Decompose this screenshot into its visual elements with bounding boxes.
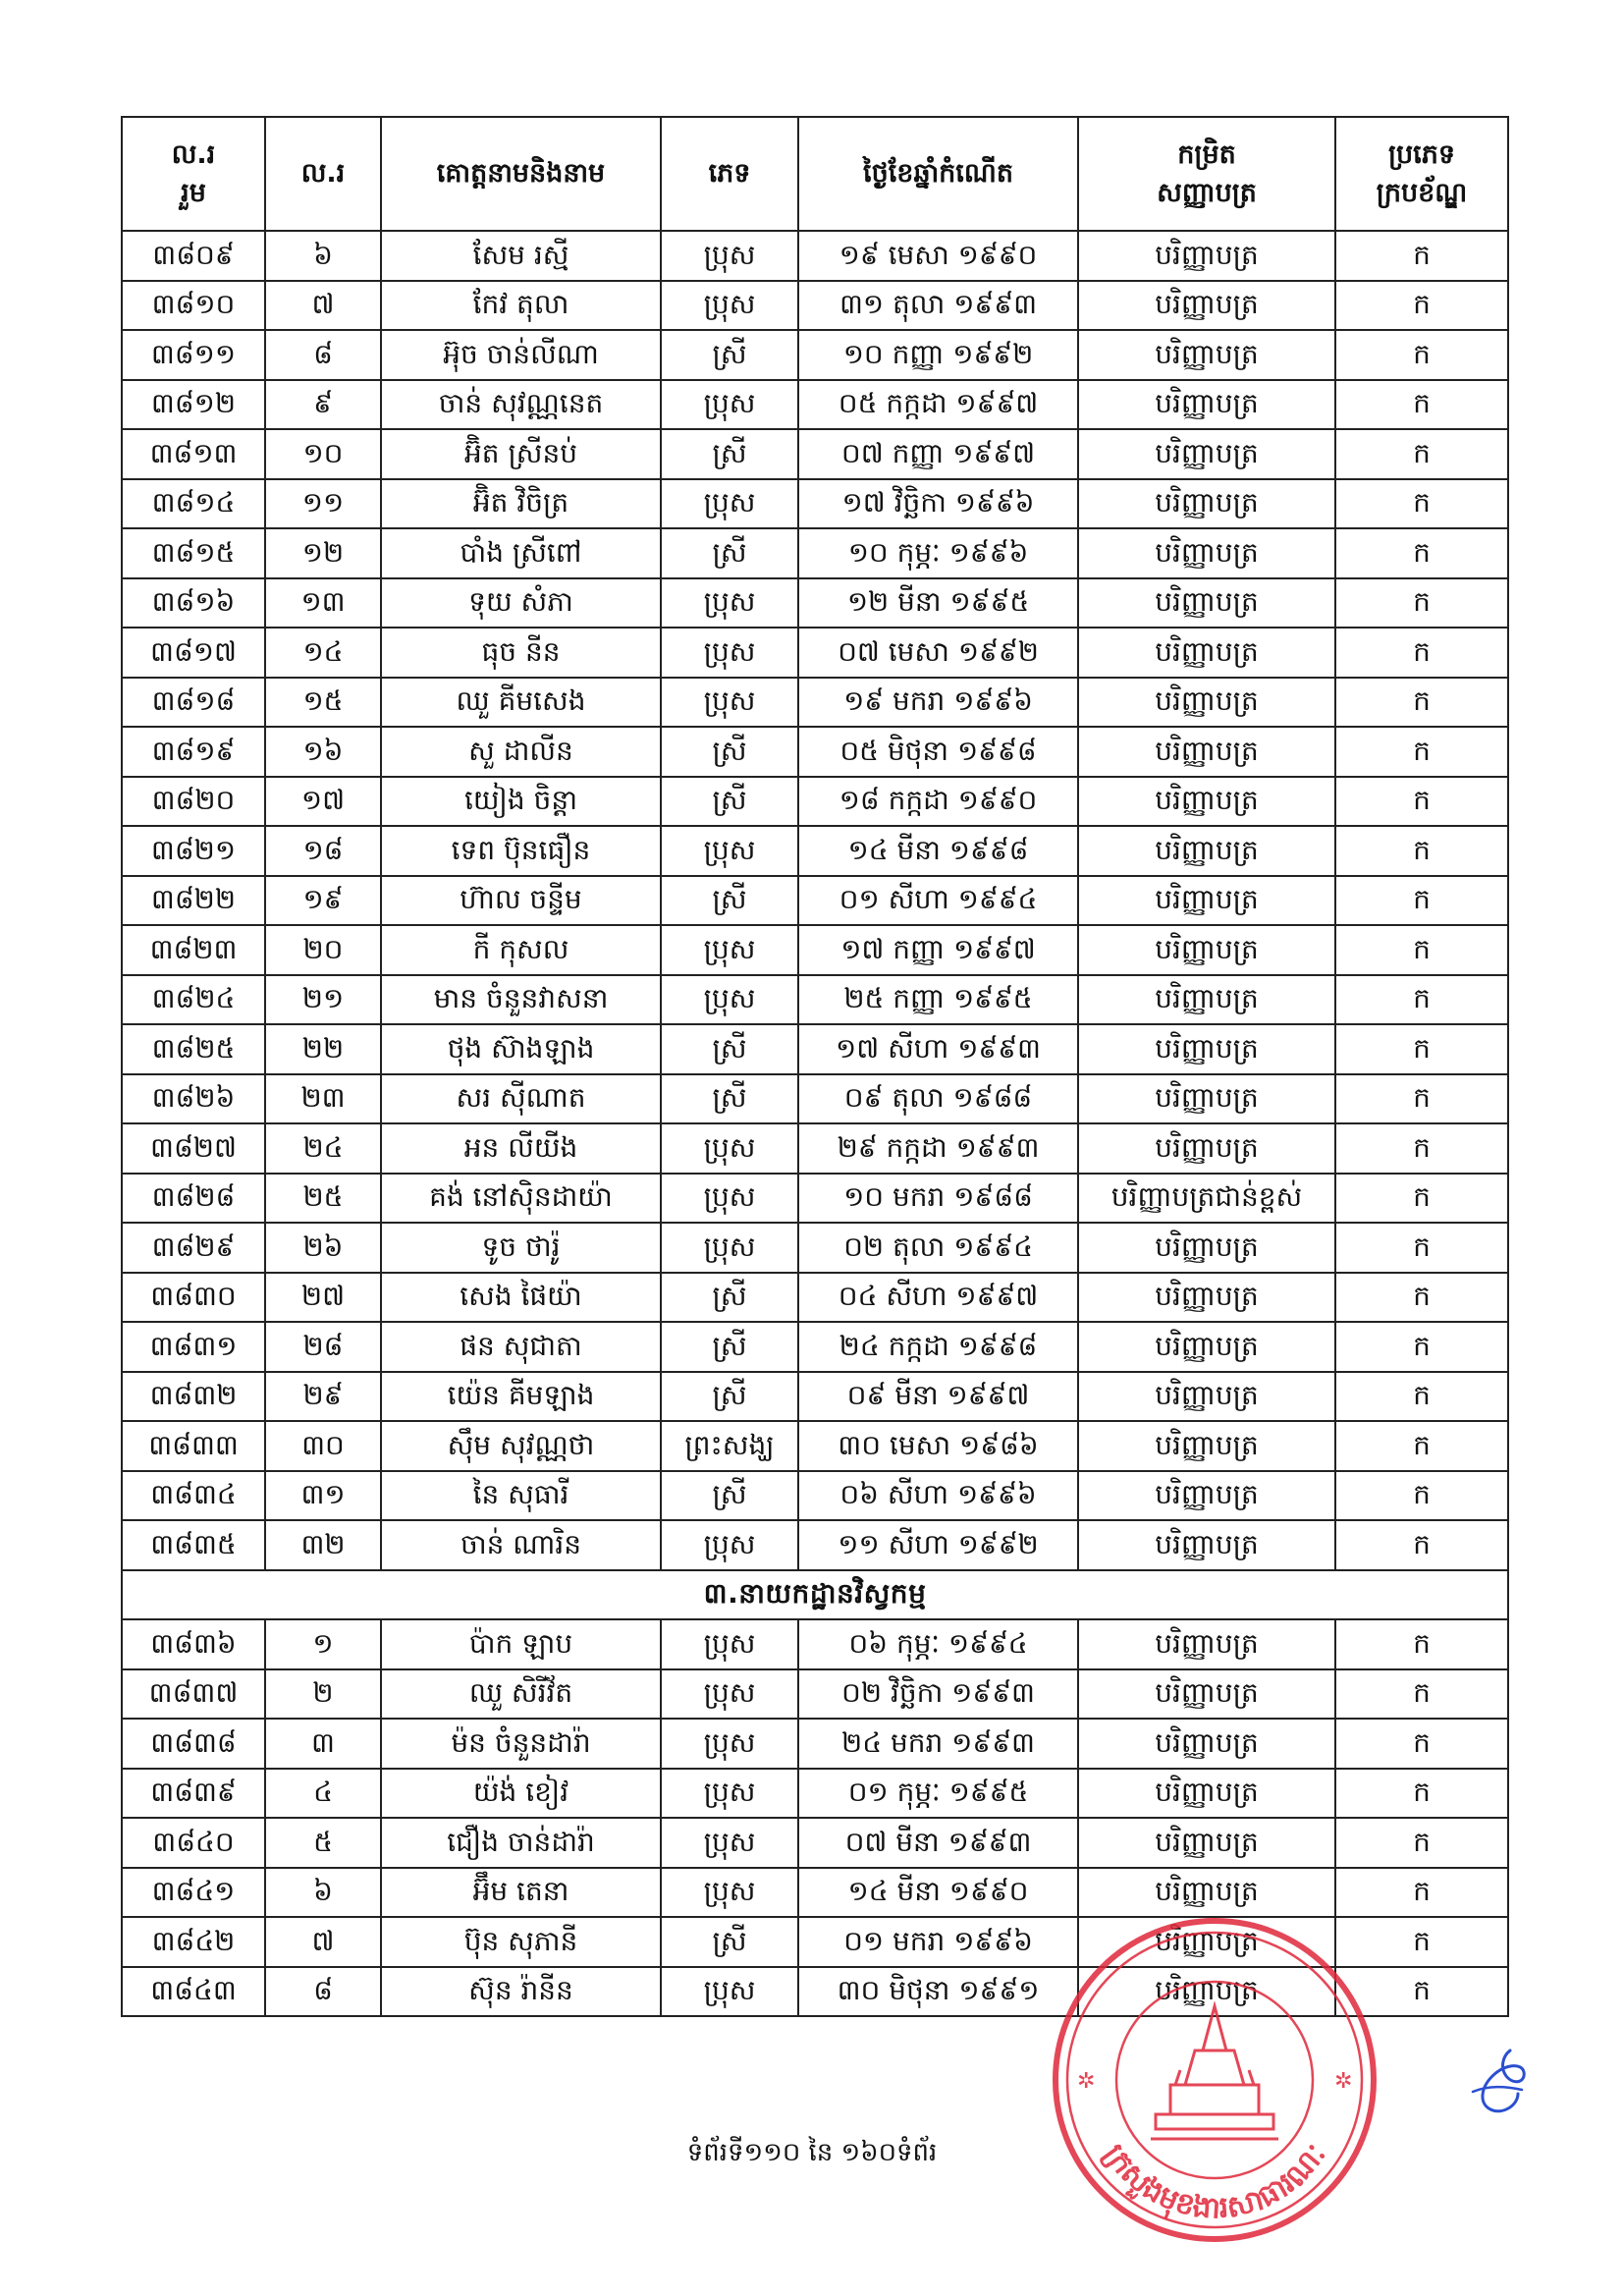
table-cell: ១ [265,1619,381,1669]
table-cell: បរិញ្ញាបត្រ [1078,380,1335,430]
table-cell: យ៉ង់ ខៀវ [381,1769,661,1819]
table-cell: ក [1335,1174,1508,1224]
table-cell: ៣៨២៩ [122,1223,265,1273]
table-cell: ក [1335,380,1508,430]
table-cell: ម៉ន ចំនួនដារ៉ា [381,1719,661,1769]
table-cell: ក [1335,281,1508,331]
table-cell: ០៥ កក្កដា ១៩៩៧ [798,380,1078,430]
table-cell: បរិញ្ញាបត្រ [1078,1471,1335,1521]
table-cell: ប្រុស [661,975,798,1025]
table-cell: ១២ [265,528,381,578]
table-row [122,727,1508,777]
table-row [122,1322,1508,1372]
column-header: ល.រ រួម [122,117,265,231]
table-cell: អ៊ិត វិចិត្រ [381,479,661,529]
table-row [122,578,1508,629]
table-cell: ៣៨៣៧ [122,1669,265,1720]
table-cell: ក [1335,1421,1508,1471]
table-cell: ១៧ កញ្ញា ១៩៩៧ [798,925,1078,975]
table-cell: ០៧ មេសា ១៩៩២ [798,628,1078,678]
table-cell: យៀង ចិន្តា [381,777,661,827]
table-cell: ៣៨៣៩ [122,1769,265,1819]
table-cell: ៣៨១៨ [122,678,265,728]
table-cell: បរិញ្ញាបត្រ [1078,1223,1335,1273]
table-row [122,876,1508,926]
table-cell: ប្រុស [661,678,798,728]
table-cell: បរិញ្ញាបត្រ [1078,1123,1335,1174]
table-cell: ប្រុស [661,1223,798,1273]
table-cell: ឈួ គីមសេង [381,678,661,728]
table-cell: ២៤ មករា ១៩៩៣ [798,1719,1078,1769]
table-row [122,1719,1508,1769]
column-header: កម្រិត សញ្ញាបត្រ [1078,117,1335,231]
table-cell: ផន សុជាតា [381,1322,661,1372]
table-cell: បរិញ្ញាបត្រ [1078,1273,1335,1323]
table-cell: ១៧ [265,777,381,827]
table-cell: ស្រី [661,1273,798,1323]
table-cell: ក [1335,826,1508,876]
table-cell: ៤ [265,1769,381,1819]
table-cell: ៣០ មេសា ១៩៨៦ [798,1421,1078,1471]
table-cell: ក [1335,678,1508,728]
table-row [122,1868,1508,1918]
table-cell: ក [1335,1123,1508,1174]
table-row [122,975,1508,1025]
table-cell: ប្រុស [661,1868,798,1918]
table-cell: ក [1335,1619,1508,1669]
table-row [122,1818,1508,1868]
table-cell: បរិញ្ញាបត្រ [1078,777,1335,827]
table-cell: ១៧ វិច្ឆិកា ១៩៩៦ [798,479,1078,529]
table-cell: សួ ដាលីន [381,727,661,777]
table-cell: ប្រុស [661,1769,798,1819]
table-cell: សរ ស៊ីណាត [381,1074,661,1124]
table-row [122,628,1508,678]
table-cell: ៣៨៤៣ [122,1967,265,2017]
table-cell: ក [1335,727,1508,777]
table-cell: បរិញ្ញាបត្រ [1078,1074,1335,1124]
table-cell: បរិញ្ញាបត្រ [1078,826,1335,876]
table-row [122,429,1508,479]
table-row [122,281,1508,331]
table-cell: ក [1335,975,1508,1025]
table-cell: ០៥ មិថុនា ១៩៩៨ [798,727,1078,777]
table-cell: យ៉េន គីមឡាង [381,1372,661,1422]
table-cell: ក [1335,330,1508,380]
table-cell: ៣៨៣៣ [122,1421,265,1471]
table-cell: អ៊ិត ស្រីនប់ [381,429,661,479]
table-cell: ប៉ាក ឡាប [381,1619,661,1669]
table-cell: ១៥ [265,678,381,728]
table-cell: ក [1335,429,1508,479]
table-cell: ហ៊ាល ចន្ទីម [381,876,661,926]
table-cell: ០៩ មីនា ១៩៩៧ [798,1372,1078,1422]
table-cell: ៣៨១០ [122,281,265,331]
table-cell: ទុយ សំភា [381,578,661,629]
table-cell: ៣៨១៧ [122,628,265,678]
table-cell: ០១ មករា ១៩៩៦ [798,1917,1078,1967]
table-cell: ៣២ [265,1520,381,1570]
table-cell: ជឿង ចាន់ដារ៉ា [381,1818,661,1868]
table-cell: ឈួ សិរីវ័ត [381,1669,661,1720]
table-cell: នៃ សុធារី [381,1471,661,1521]
table-cell: ៣៨២៣ [122,925,265,975]
table-cell: ក [1335,1074,1508,1124]
table-cell: ២០ [265,925,381,975]
table-row [122,925,1508,975]
table-row [122,380,1508,430]
table-cell: ថុង ស៊ាងឡាង [381,1024,661,1074]
table-row [122,479,1508,529]
table-cell: បរិញ្ញាបត្រ [1078,231,1335,281]
table-cell: អន លីយីង [381,1123,661,1174]
table-row [122,1421,1508,1471]
table-row [122,1074,1508,1124]
table-cell: ០៧ មីនា ១៩៩៣ [798,1818,1078,1868]
table-cell: ១៣ [265,578,381,629]
table-cell: ១៩ [265,876,381,926]
svg-text:✲: ✲ [1334,2069,1353,2094]
table-cell: ប្រុស [661,281,798,331]
signature-mark [1453,2043,1542,2121]
table-cell: បរិញ្ញាបត្រ [1078,479,1335,529]
table-cell: ស្រី [661,330,798,380]
table-cell: ប្រុស [661,1619,798,1669]
table-cell: បរិញ្ញាបត្រ [1078,975,1335,1025]
table-cell: ២ [265,1669,381,1720]
table-cell: ៣៨២៤ [122,975,265,1025]
table-cell: មាន ចំនួនវាសនា [381,975,661,1025]
table-cell: ២៩ កក្កដា ១៩៩៣ [798,1123,1078,1174]
table-cell: ស្រី [661,1024,798,1074]
column-header: ប្រភេទ ក្របខ័ណ្ឌ [1335,117,1508,231]
table-cell: ទូច ថារ៉ូ [381,1223,661,1273]
table-cell: បរិញ្ញាបត្រ [1078,1818,1335,1868]
table-cell: គង់ នៅស៊ិនដាយ៉ា [381,1174,661,1224]
table-cell: ៨ [265,330,381,380]
table-cell: បរិញ្ញាបត្រ [1078,330,1335,380]
table-cell: ៣៨២៧ [122,1123,265,1174]
table-cell: បរិញ្ញាបត្រ [1078,1868,1335,1918]
table-cell: បរិញ្ញាបត្រ [1078,1024,1335,1074]
table-row [122,1769,1508,1819]
table-cell: អ៊ឹម តេនា [381,1868,661,1918]
table-cell: ៣៨២៦ [122,1074,265,1124]
table-cell: ក [1335,1223,1508,1273]
table-cell: ២២ [265,1024,381,1074]
table-cell: ប្រុស [661,578,798,629]
table-cell: ប្រុស [661,1174,798,1224]
svg-text:✲: ✲ [1077,2069,1096,2094]
table-cell: ក [1335,1471,1508,1521]
table-cell: ប្រុស [661,1818,798,1868]
table-cell: ៥ [265,1818,381,1868]
table-cell: ៣១ [265,1471,381,1521]
table-cell: ០១ កុម្ភៈ ១៩៩៥ [798,1769,1078,1819]
table-cell: ៣៨៣០ [122,1273,265,1323]
table-cell: បរិញ្ញាបត្រ [1078,578,1335,629]
table-cell: ៣៨៤២ [122,1917,265,1967]
table-cell: ២៥ [265,1174,381,1224]
table-cell: ២៥ កញ្ញា ១៩៩៥ [798,975,1078,1025]
table-cell: កែវ តុលា [381,281,661,331]
table-cell: ស៊ុន រ៉ានីន [381,1967,661,2017]
table-cell: ក [1335,578,1508,629]
table-cell: ៣៨០៩ [122,231,265,281]
table-row [122,1372,1508,1422]
table-cell: ក [1335,1669,1508,1720]
table-cell: ក [1335,1769,1508,1819]
table-row [122,678,1508,728]
table-cell: បរិញ្ញាបត្រ [1078,1917,1335,1967]
column-header: គោត្តនាមនិងនាម [381,117,661,231]
table-cell: ស្រី [661,429,798,479]
table-cell: បរិញ្ញាបត្រ [1078,1967,1335,2017]
table-cell: ៣៨១៥ [122,528,265,578]
table-cell: ៣៨៣១ [122,1322,265,1372]
table-cell: ១៧ សីហា ១៩៩៣ [798,1024,1078,1074]
table-cell: ក [1335,528,1508,578]
table-cell: ៣៨២២ [122,876,265,926]
table-cell: បរិញ្ញាបត្រ [1078,727,1335,777]
table-cell: ប្រុស [661,1967,798,2017]
column-header: ភេទ [661,117,798,231]
table-cell: ១១ [265,479,381,529]
table-cell: ប្រុស [661,1520,798,1570]
table-row [122,231,1508,281]
table-cell: បាំង ស្រីពៅ [381,528,661,578]
table-row [122,1223,1508,1273]
table-cell: ០៦ សីហា ១៩៩៦ [798,1471,1078,1521]
table-cell: ៣៨៤១ [122,1868,265,1918]
table-cell: បរិញ្ញាបត្រជាន់ខ្ពស់ [1078,1174,1335,1224]
table-cell: ប្រុស [661,826,798,876]
table-cell: ១០ មករា ១៩៨៨ [798,1174,1078,1224]
table-cell: ២៣ [265,1074,381,1124]
table-cell: ៦ [265,1868,381,1918]
table-cell: ប្រុស [661,1719,798,1769]
column-header: ថ្ងៃខែឆ្នាំកំណើត [798,117,1078,231]
table-cell: ក [1335,1273,1508,1323]
table-cell: ៨ [265,1967,381,2017]
table-cell: ១៨ កក្កដា ១៩៩០ [798,777,1078,827]
table-cell: កី កុសល [381,925,661,975]
table-row [122,1174,1508,1224]
table-cell: ប្រុស [661,628,798,678]
table-cell: បរិញ្ញាបត្រ [1078,1769,1335,1819]
table-cell: ស្រី [661,1917,798,1967]
section-row [122,1570,1508,1620]
table-cell: ស្រី [661,876,798,926]
table-cell: ក [1335,628,1508,678]
table-cell: ស្រី [661,1471,798,1521]
table-cell: ព្រះសង្ឃ [661,1421,798,1471]
stamp-text: ក្រសួងមុខងារសាធារណៈ [1096,2137,1333,2226]
table-cell: ស៊ឹម សុវណ្ណថា [381,1421,661,1471]
table-cell: បរិញ្ញាបត្រ [1078,628,1335,678]
table-cell: ៣៨៣៥ [122,1520,265,1570]
table-cell: ក [1335,876,1508,926]
table-cell: ២១ [265,975,381,1025]
table-cell: បរិញ្ញាបត្រ [1078,528,1335,578]
table-cell: បរិញ្ញាបត្រ [1078,429,1335,479]
table-cell: បរិញ្ញាបត្រ [1078,1619,1335,1669]
table-cell: ២៤ កក្កដា ១៩៩៨ [798,1322,1078,1372]
table-cell: ក [1335,777,1508,827]
table-cell: បរិញ្ញាបត្រ [1078,1322,1335,1372]
table-cell: ក [1335,1719,1508,1769]
table-cell: ធុច នីន [381,628,661,678]
official-seal-stamp [1048,1913,1381,2247]
table-cell: ក [1335,1372,1508,1422]
table-cell: ស្រី [661,727,798,777]
table-row [122,1520,1508,1570]
table-cell: ១៤ មីនា ១៩៩០ [798,1868,1078,1918]
table-cell: ៣៨១៤ [122,479,265,529]
table-cell: បរិញ្ញាបត្រ [1078,876,1335,926]
table-cell: បរិញ្ញាបត្រ [1078,1669,1335,1720]
table-cell: ០២ វិច្ឆិកា ១៩៩៣ [798,1669,1078,1720]
table-cell: ក [1335,479,1508,529]
table-cell: ក [1335,925,1508,975]
table-cell: ស្រី [661,777,798,827]
table-cell: ៧ [265,281,381,331]
table-cell: ៣៨២០ [122,777,265,827]
table-cell: ៩ [265,380,381,430]
table-cell: ប្រុស [661,1669,798,1720]
table-cell: ១៤ មីនា ១៩៩៨ [798,826,1078,876]
table-cell: ០១ សីហា ១៩៩៤ [798,876,1078,926]
table-cell: ក [1335,1868,1508,1918]
table-cell: ៣៨១៦ [122,578,265,629]
table-cell: ៣ [265,1719,381,1769]
table-cell: ស្រី [661,528,798,578]
table-cell: អ៊ុច ចាន់លីណា [381,330,661,380]
table-cell: ចាន់ សុវណ្ណនេត [381,380,661,430]
table-cell: សេង ផៃយ៉ា [381,1273,661,1323]
table-cell: ៣១ តុលា ១៩៩៣ [798,281,1078,331]
table-row [122,1471,1508,1521]
table-cell: ២៤ [265,1123,381,1174]
table-cell: ០៤ សីហា ១៩៩៧ [798,1273,1078,1323]
table-cell: បរិញ្ញាបត្រ [1078,281,1335,331]
table-cell: ៣៨២១ [122,826,265,876]
table-cell: ១៤ [265,628,381,678]
table-cell: ២៧ [265,1273,381,1323]
table-header [122,117,1508,231]
table-cell: ១០ កញ្ញា ១៩៩២ [798,330,1078,380]
table-cell: ស្រី [661,1074,798,1124]
table-cell: ៣៨៣៨ [122,1719,265,1769]
table-cell: ប្រុស [661,1123,798,1174]
table-row [122,1273,1508,1323]
table-cell: ៧ [265,1917,381,1967]
table-cell: ៣៨២៨ [122,1174,265,1224]
table-cell: ១១ សីហា ១៩៩២ [798,1520,1078,1570]
table-row [122,826,1508,876]
table-cell: ១២ មីនា ១៩៩៥ [798,578,1078,629]
table-cell: ២៨ [265,1322,381,1372]
table-row [122,330,1508,380]
table-cell: ស្រី [661,1322,798,1372]
table-cell: ៣៨១២ [122,380,265,430]
table-row [122,528,1508,578]
table-cell: ១៩ មករា ១៩៩៦ [798,678,1078,728]
table-cell: ២៦ [265,1223,381,1273]
table-cell: ០២ តុលា ១៩៩៤ [798,1223,1078,1273]
table-body [122,231,1508,2016]
table-cell: ប៊ុន សុភានី [381,1917,661,1967]
table-cell: ប្រុស [661,380,798,430]
table-cell: ១៨ [265,826,381,876]
table-row [122,1669,1508,1720]
table-cell: ប្រុស [661,231,798,281]
table-row [122,1024,1508,1074]
table-cell: ៣៨៤០ [122,1818,265,1868]
table-cell: ប្រុស [661,925,798,975]
table-cell: បរិញ្ញាបត្រ [1078,925,1335,975]
table-cell: ១៦ [265,727,381,777]
column-header: ល.រ [265,117,381,231]
table-cell: ទេព ប៊ុនធឿន [381,826,661,876]
table-cell: បរិញ្ញាបត្រ [1078,1372,1335,1422]
table-cell: បរិញ្ញាបត្រ [1078,678,1335,728]
table-cell: ១៩ មេសា ១៩៩០ [798,231,1078,281]
table-cell: ១០ [265,429,381,479]
roster-table [121,116,1509,2017]
table-cell: ៣៨៣៤ [122,1471,265,1521]
table-cell: ក [1335,1917,1508,1967]
table-cell: ៣៨១៣ [122,429,265,479]
table-cell: បរិញ្ញាបត្រ [1078,1421,1335,1471]
table-cell: ០៧ កញ្ញា ១៩៩៧ [798,429,1078,479]
table-cell: ក [1335,231,1508,281]
table-cell: ចាន់ ណារិន [381,1520,661,1570]
table-cell: ២៩ [265,1372,381,1422]
table-cell: ក [1335,1024,1508,1074]
table-cell: ១០ កុម្ភៈ ១៩៩៦ [798,528,1078,578]
table-cell: ស្រី [661,1372,798,1422]
table-cell: ៣៨២៥ [122,1024,265,1074]
table-cell: ០៦ កុម្ភៈ ១៩៩៤ [798,1619,1078,1669]
table-cell: ក [1335,1322,1508,1372]
table-cell: ក [1335,1520,1508,1570]
table-cell: ០៩ តុលា ១៩៨៨ [798,1074,1078,1124]
table-cell: ៣០ [265,1421,381,1471]
table-cell: ៣៨៣៦ [122,1619,265,1669]
table-cell: ៦ [265,231,381,281]
table-cell: បរិញ្ញាបត្រ [1078,1520,1335,1570]
table-cell: បរិញ្ញាបត្រ [1078,1719,1335,1769]
table-cell: ក [1335,1967,1508,2017]
table-row [122,777,1508,827]
table-cell: សែម រស្មី [381,231,661,281]
page-number: ទំព័រទី១១០ នៃ ១៦០ទំព័រ [686,2138,938,2167]
table-cell: ៣៨៣២ [122,1372,265,1422]
table-row [122,1123,1508,1174]
table-cell: ប្រុស [661,479,798,529]
table-row [122,1619,1508,1669]
section-heading: ៣.នាយកដ្ឋានវិស្វកម្ម [122,1570,1508,1620]
table-cell: ៣៨១១ [122,330,265,380]
table-cell: ក [1335,1818,1508,1868]
table-cell: ៣០ មិថុនា ១៩៩១ [798,1967,1078,2017]
table-cell: ៣៨១៩ [122,727,265,777]
